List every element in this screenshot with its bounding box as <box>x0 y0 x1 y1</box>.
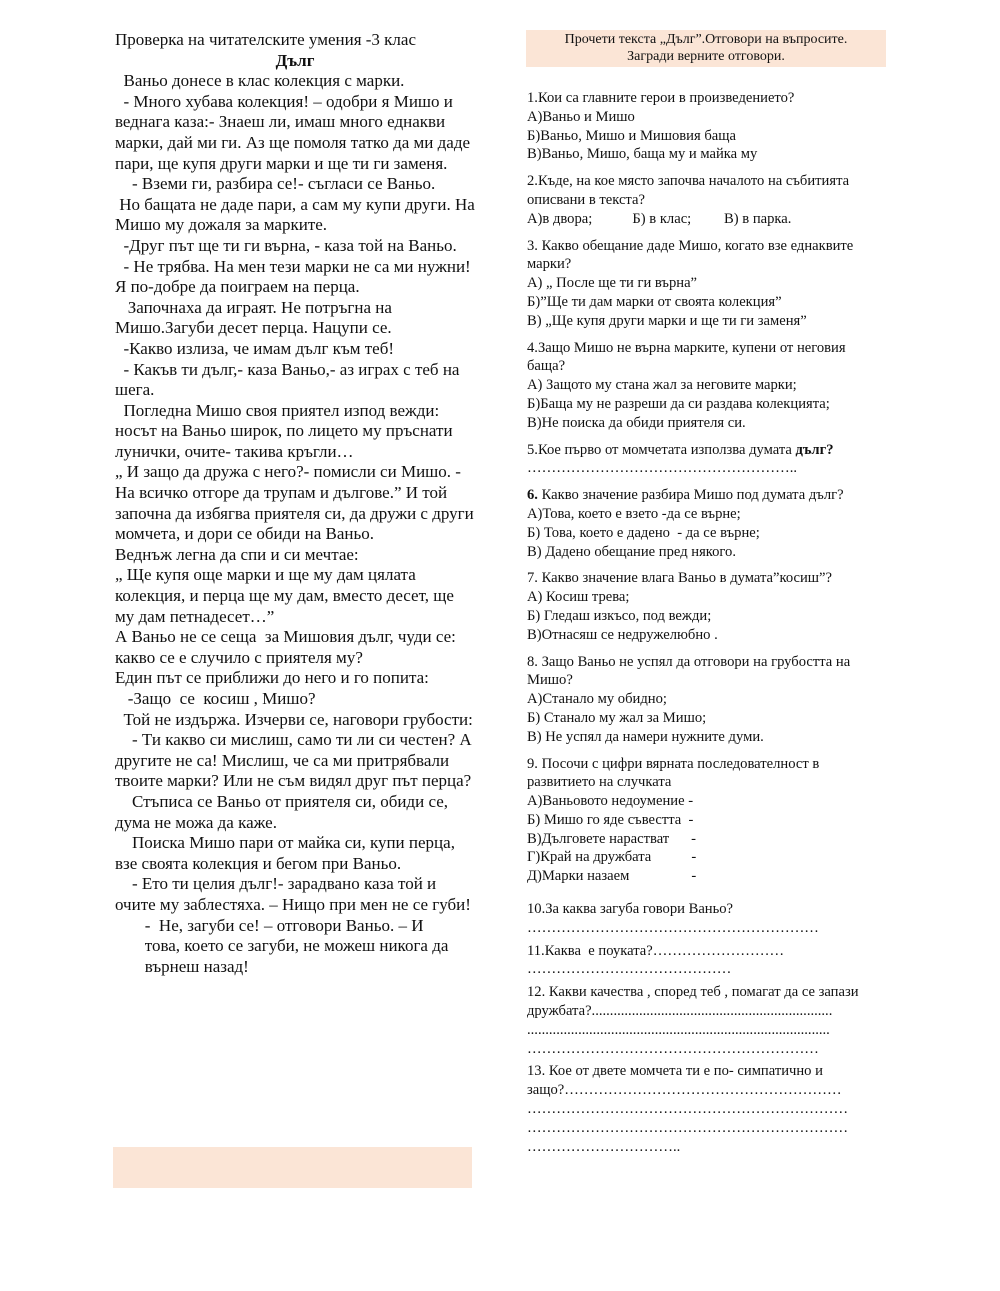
question-2 <box>527 172 887 228</box>
question-9 <box>527 755 887 887</box>
story-paragraph: Веднъж легна да спи и си мечтае: <box>115 544 359 564</box>
answer-option[interactable]: А)Ваньо и Мишо <box>527 108 635 125</box>
answer-option[interactable]: В)Ваньо, Мишо, баща му и майка му <box>527 146 758 163</box>
story-paragraph: - Вземи ги, разбира се!- съгласи се Ваньо. <box>115 174 436 194</box>
answer-option[interactable]: Б) Гледаш изкъсо, под вежди; <box>527 607 712 624</box>
story-paragraph: Започнаха да играят. Не потръгна на Мишо.Загуби десет перца. Нацупи се. <box>115 297 397 338</box>
story-paragraph: Стъписа се Ваньо от приятеля си, обиди се, дума не можа да каже. <box>115 791 453 832</box>
questions-column <box>527 30 887 1164</box>
open-question-text: 13. Кое от двете момчета ти е по- симпатично и защо?………………………………………………… <box>527 1063 842 1099</box>
question-4 <box>527 339 887 433</box>
answer-option[interactable]: А)Това, което е взето -да се върне; <box>527 505 741 522</box>
answer-option[interactable]: Б) Мишо го яде съвестта - <box>527 811 694 828</box>
answer-option[interactable]: Б)Ваньо, Мишо и Мишовия баща <box>527 127 736 144</box>
question-7 <box>527 569 887 644</box>
story-title: Дълг <box>275 50 315 70</box>
question-6 <box>527 486 887 561</box>
question-3 <box>527 237 887 331</box>
answer-option[interactable]: А)в двора; Б) в клас; В) в парка. <box>527 210 792 227</box>
story-paragraph: Но бащата не даде пари, а сам му купи други. На Мишо му дожаля за марките. <box>115 194 480 235</box>
instruction-line: Загради верните отговори. <box>627 49 785 64</box>
answer-option[interactable]: Б) Станало му жал за Мишо; <box>527 709 707 726</box>
answer-option[interactable]: А) „ После ще ти ги върна” <box>527 275 698 292</box>
story-paragraph: - Какъв ти дълг,- каза Ваньо,- аз играх с теб на шега. <box>115 359 464 400</box>
answer-line[interactable]: ………………………………………………………… <box>527 1119 849 1136</box>
instructions-banner <box>526 30 886 67</box>
open-question-text: 12. Какви качества , според теб , помагат да се запази дружбата?.................................................................. <box>527 984 863 1020</box>
open-questions <box>527 900 887 1156</box>
answer-option[interactable]: В)Отнасяш се недружелюбно . <box>527 626 718 643</box>
question-text: 3. Какво обещание даде Мишо, когато взе еднаквите марки? <box>527 237 857 273</box>
answer-line[interactable]: ................................................................................... <box>527 1021 830 1038</box>
question-text: 1.Кои са главните герои в произведението? <box>527 90 795 106</box>
question-text: 4.Защо Мишо не върна марките, купени от неговия баща? <box>527 339 850 375</box>
answer-line[interactable]: …………………………………………………… <box>527 1040 819 1057</box>
answer-option[interactable]: В)Дълговете нарастват - <box>527 830 696 847</box>
story-paragraph: -Друг път ще ти ги върна, - каза той на Ваньо. <box>115 235 457 255</box>
answer-option[interactable]: А)Станало му обидно; <box>527 691 667 708</box>
story-paragraph: - Ти какво си мислиш, само ти ли си честен? А другите не са! Мислиш, че са ми притрябвали твоите марки? Или не съм видял друг път перца? <box>115 730 476 791</box>
answer-option[interactable]: Б)”Ще ти дам марки от своята колекция” <box>527 293 782 310</box>
open-question-text: 10.За каква загуба говори Ваньо? <box>527 901 734 918</box>
story-column <box>115 30 480 977</box>
story-paragraph: А Ваньо не се сеща за Мишовия дълг, чуди се: какво се е случило с приятеля му? <box>115 627 461 667</box>
answer-option[interactable]: В) Дадено обещание пред някого. <box>527 543 737 560</box>
story-paragraph: -Какво излиза, че имам дълг към теб! <box>115 338 395 358</box>
story-paragraph: - Не трябва. На мен тези марки не са ми нужни! Я по-добре да поиграем на перца. <box>115 256 475 297</box>
answer-option[interactable]: Б)Баща му не разреши да си раздава колекцията; <box>527 395 830 412</box>
question-text: 8. Защо Ваньо не успял да отговори на грубостта на Мишо? <box>527 653 854 689</box>
answer-line[interactable]: …………………………………………………… <box>527 919 819 936</box>
answer-option[interactable]: Д)Марки назаем - <box>527 868 697 885</box>
story-paragraph: Един път се приближи до него и го попита: <box>115 668 429 688</box>
question-text: 9. Посочи с цифри вярната последователност в развитието на случката <box>527 755 823 791</box>
answer-line[interactable]: ………………………….. <box>527 1138 681 1155</box>
answer-line[interactable]: ……………………………………………….. <box>527 460 797 477</box>
answer-box[interactable] <box>113 1147 472 1188</box>
answer-option[interactable]: А) Защото му стана жал за неговите марки; <box>527 377 797 394</box>
answer-option[interactable]: В) Не успял да намери нужните думи. <box>527 728 764 745</box>
story-paragraph: - Не, загуби се! – отговори Ваньо. – И това, което се загуби, не можеш никога да върнеш назад! <box>144 915 449 976</box>
answer-line[interactable]: …………………………………… <box>527 961 732 978</box>
story-paragraph: „ Ще купя още марки и ще му дам цялата колекция, и перца ще му дам, вместо десет, ще му дам петнадесет…” <box>115 565 459 626</box>
story-paragraph: -Защо се косиш , Мишо? <box>115 689 316 708</box>
story-paragraph: - Много хубава колекция! – одобри я Мишо и веднага каза:- Знаеш ли, имаш много еднакви марки, дай ми ги. Аз ще помоля татко да ми даде пари, ще купя други марки и ще ти ги заменя. <box>115 91 475 173</box>
answer-option[interactable]: Б) Това, което е дадено - да се върне; <box>527 524 760 541</box>
instruction-line: Прочети текста „Дълг”.Отговори на въпросите. <box>564 32 848 47</box>
question-number: 6. <box>527 487 538 504</box>
story-paragraph: Той не издържа. Изчерви се, наговори грубости: <box>115 709 473 729</box>
answer-option[interactable]: Г)Край на дружбата - <box>527 849 697 866</box>
question-text: 2.Къде, на кое място започва началото на събитията описвани в текста? <box>527 173 853 208</box>
question-5 <box>527 441 887 479</box>
answer-option[interactable]: В)Не поиска да обиди приятеля си. <box>527 414 746 431</box>
question-keyword: дълг? <box>795 441 834 458</box>
answer-option[interactable]: А) Косиш трева; <box>527 589 630 606</box>
story-paragraph: Поиска Мишо пари от майка си, купи перца, взе своята колекция и бегом при Ваньо. <box>115 833 460 873</box>
question-text: 5.Кое първо от момчетата използва думата <box>527 441 796 458</box>
question-1 <box>527 89 887 164</box>
worksheet-title: Проверка на читателските умения -3 клас <box>115 30 417 49</box>
question-text: 7. Какво значение влага Ваньо в думата”косиш”? <box>527 570 832 587</box>
story-paragraph: Ваньо донесе в клас колекция с марки. <box>115 71 405 91</box>
story-paragraph: Погледна Мишо своя приятел изпод вежди: носът на Ваньо широк, по лицето му пръснати лунички, очите- такива кръгли… <box>115 400 457 461</box>
answer-option[interactable]: А)Ваньовото недоумение - <box>527 793 694 810</box>
question-text: Какво значение разбира Мишо под думата дълг? <box>537 487 844 504</box>
answer-line[interactable]: ………………………………………………………… <box>527 1101 849 1118</box>
question-8 <box>527 653 887 747</box>
open-question-text: 11.Каква е поуката?……………………… <box>527 942 785 959</box>
story-paragraph: - Ето ти целия дълг!- зарадвано каза той и очите му заблестяха. – Нищо при мен не се губи! <box>115 874 471 914</box>
story-paragraph: „ И защо да дружа с него?- помисли си Мишо. - На всичко отгоре да трупам и дългове.” И той започна да избягва приятеля си, да дружи с други момчета, и дори се обиди на Ваньо. <box>115 462 478 544</box>
answer-option[interactable]: В) „Ще купя други марки и ще ти ги заменя” <box>527 312 807 329</box>
